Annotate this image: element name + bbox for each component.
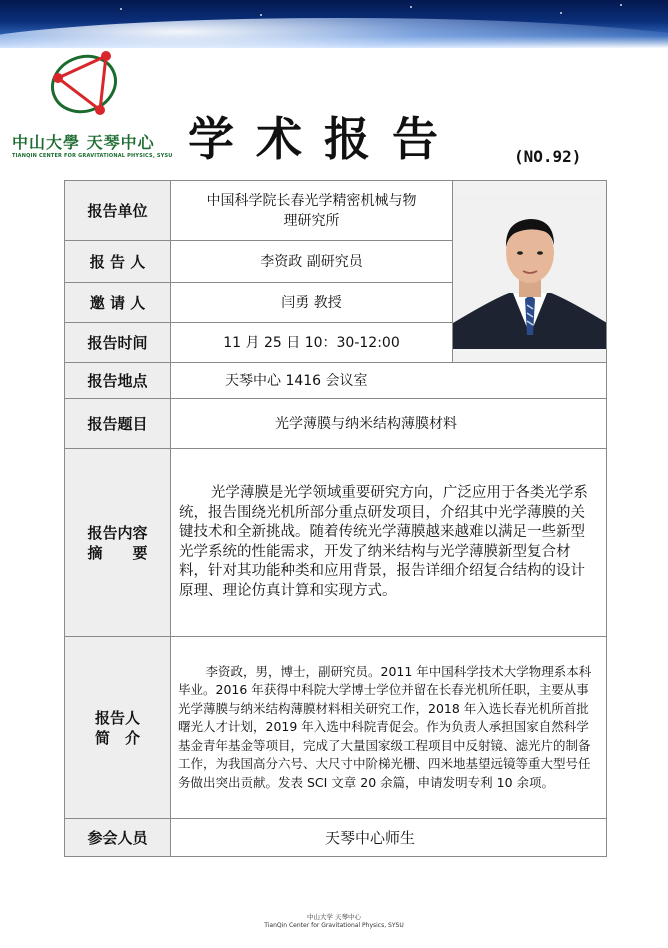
attendees-value: 天琴中心师生 xyxy=(171,819,607,857)
attendees-label: 参会人员 xyxy=(65,819,171,857)
page-title: 学术报告 xyxy=(188,112,460,166)
report-table xyxy=(64,180,607,857)
row-abstract xyxy=(65,449,607,637)
issue-number: (NO.92) xyxy=(514,147,582,166)
speaker-label: 报 告 人 xyxy=(65,241,171,283)
footer-chinese: 中山大学 天琴中心 xyxy=(306,913,362,921)
bio-label xyxy=(65,637,171,819)
logo-english-name: TIANQIN CENTER FOR GRAVITATIONAL PHYSICS, SYSU xyxy=(12,153,173,159)
footer-english: TianQin Center for Gravitational Physics, SYSU xyxy=(264,922,404,929)
abstract-text: 光学薄膜是光学领域重要研究方向，广泛应用于各类光学系统，报告围绕光机所部分重点研发项目，介绍其中光学薄膜的关键技术和全新挑战。随着传统光学薄膜越来越难以满足一些新型光学系统的性能需求，开发了纳米结构与光学薄膜新型复合材料，针对其功能种类和应用背景，报告详细介绍复合结构的设计原理、理论仿真计算和实现方式。 xyxy=(179,485,588,599)
time-label: 报告时间 xyxy=(65,323,171,363)
row-unit xyxy=(65,181,607,241)
bio-text: 李资政，男，博士，副研究员。2011 年中国科学技术大学物理系本科毕业。2016 年获得中科院大学博士学位并留在长春光机所任职，主要从事光学薄膜与纳米结构薄膜材料相关研究工作，2018 年入选长春光机所首批曙光人才计划，2019 年入选中科院青促会。作为负责人承担国家自然科学基金青年基金等项目，完成了大量国家级工程项目中反射镜、滤光片的制备工作，为我国高分六号、大尺寸中阶梯光栅、四米地基望远镜等重大型号任务做出突出贡献。发表 SCI 文章 20 余篇，申请发明专利 10 余项。 xyxy=(178,663,592,790)
unit-value-line2: 理研究所 xyxy=(283,212,340,229)
unit-value xyxy=(171,181,453,241)
unit-value-line1: 中国科学院长春光学精密机械与物 xyxy=(206,192,417,209)
abstract-content xyxy=(171,449,607,637)
row-bio xyxy=(65,637,607,819)
bio-label-line1: 报告人 xyxy=(94,708,140,727)
abstract-label-line1: 报告内容 xyxy=(87,523,148,542)
logo-chinese-name: 中山大學 天琴中心 xyxy=(12,133,155,152)
inviter-label: 邀 请 人 xyxy=(65,283,171,323)
top-banner xyxy=(0,0,668,48)
speaker-value: 李资政 副研究员 xyxy=(171,241,453,283)
place-label: 报告地点 xyxy=(65,363,171,399)
time-value: 11 月 25 日 10：30-12:00 xyxy=(171,323,453,363)
speaker-photo xyxy=(453,181,607,363)
tianqin-logo-icon xyxy=(40,48,130,120)
inviter-value: 闫勇 教授 xyxy=(171,283,453,323)
topic-value: 光学薄膜与纳米结构薄膜材料 xyxy=(171,399,607,449)
abstract-label xyxy=(65,449,171,637)
row-attendees xyxy=(65,819,607,857)
bio-content xyxy=(171,637,607,819)
bio-label-line2: 简 介 xyxy=(94,728,140,747)
row-topic xyxy=(65,399,607,449)
topic-label: 报告题目 xyxy=(65,399,171,449)
speaker-portrait-icon xyxy=(453,195,607,349)
place-value: 天琴中心 1416 会议室 xyxy=(171,363,607,399)
unit-label: 报告单位 xyxy=(65,181,171,241)
abstract-label-line2: 摘 要 xyxy=(87,543,148,562)
row-place xyxy=(65,363,607,399)
